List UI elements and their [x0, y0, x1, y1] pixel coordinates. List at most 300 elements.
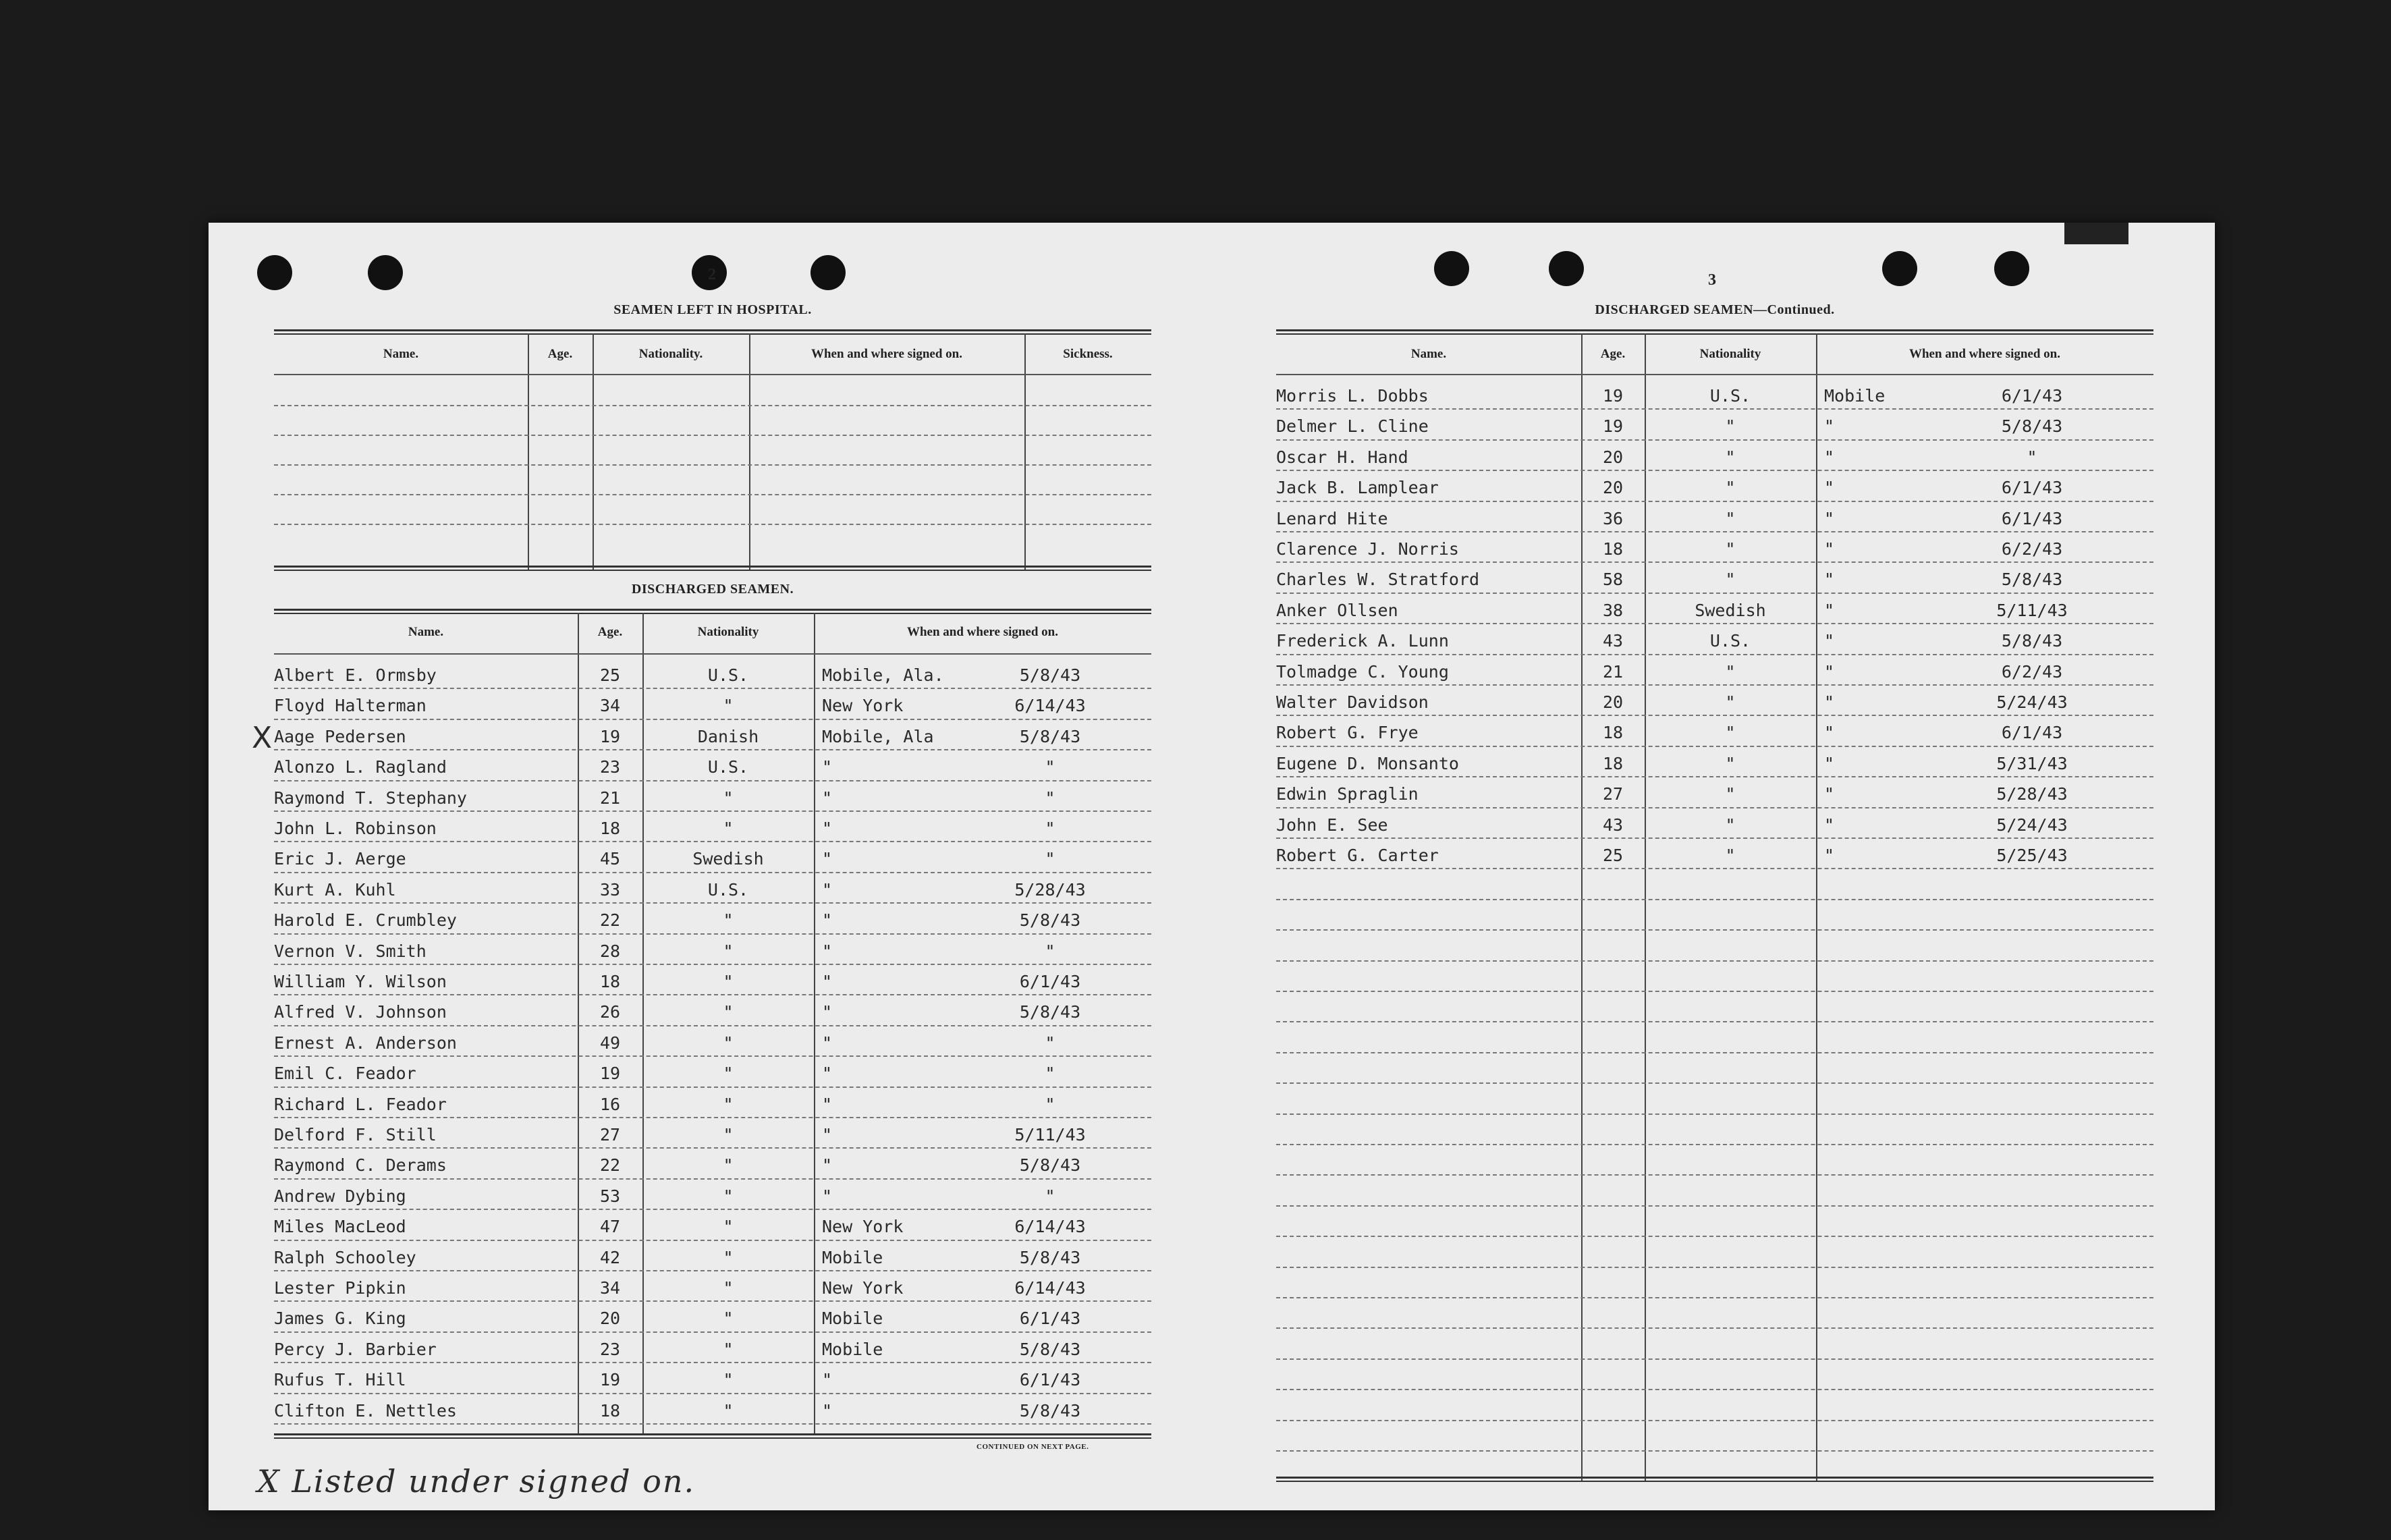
- signed-on-place: ": [822, 757, 833, 777]
- header-rule: [274, 653, 1151, 655]
- column-divider: [1816, 333, 1817, 1481]
- ruled-line: [274, 872, 1151, 873]
- signed-on-place: ": [1824, 631, 1835, 651]
- seaman-nationality: ": [723, 1339, 734, 1359]
- seaman-age: 45: [599, 849, 621, 869]
- seaman-nationality: Swedish: [692, 849, 764, 869]
- signed-on-place: Mobile: [822, 1339, 883, 1359]
- seaman-name: Frederick A. Lunn: [1276, 631, 1449, 651]
- seaman-nationality: ": [1725, 416, 1736, 437]
- signed-on-place: New York: [822, 696, 904, 716]
- seaman-age: 34: [599, 1278, 621, 1298]
- ruled-line: [274, 1300, 1151, 1302]
- ruled-line: [1276, 715, 2153, 716]
- signed-on-date: ": [1045, 788, 1055, 808]
- table-bottom-rule: [274, 1433, 1151, 1439]
- signed-on-place: ": [822, 819, 833, 838]
- seaman-age: 16: [599, 1094, 621, 1114]
- signed-on-date: 5/8/43: [1019, 1247, 1081, 1267]
- signed-on-date: 6/2/43: [2001, 661, 2063, 682]
- seaman-name: Andrew Dybing: [274, 1186, 406, 1206]
- signed-on-date: 5/8/43: [1019, 1002, 1081, 1022]
- seaman-age: 21: [1602, 661, 1624, 682]
- seaman-nationality: ": [723, 1002, 734, 1022]
- ruled-line: [274, 933, 1151, 935]
- seaman-nationality: ": [1725, 478, 1736, 498]
- seaman-name: Raymond T. Stephany: [274, 788, 467, 808]
- seaman-age: 21: [599, 788, 621, 808]
- seaman-name: Lester Pipkin: [274, 1278, 406, 1298]
- header-age: Age.: [597, 625, 623, 639]
- seaman-nationality: U.S.: [1709, 386, 1751, 406]
- column-divider: [1645, 333, 1646, 1481]
- binder-hole: [368, 255, 403, 290]
- binder-hole: [1994, 251, 2029, 286]
- signed-on-date: 6/1/43: [2001, 386, 2063, 406]
- seaman-age: 25: [599, 665, 621, 685]
- seaman-nationality: ": [723, 972, 734, 991]
- ruled-line: [1276, 1358, 2153, 1360]
- ruled-line: [1276, 1327, 2153, 1329]
- seaman-name: Harold E. Crumbley: [274, 910, 457, 931]
- seaman-nationality: ": [1725, 539, 1736, 559]
- ruled-line: [274, 1055, 1151, 1057]
- header-name: Name.: [1410, 347, 1447, 361]
- ruled-line: [1276, 1450, 2153, 1452]
- seaman-nationality: ": [1725, 846, 1736, 865]
- seaman-nationality: ": [1725, 723, 1736, 743]
- seaman-name: Ralph Schooley: [274, 1247, 416, 1267]
- ruled-line: [1276, 960, 2153, 962]
- seaman-nationality: U.S.: [707, 665, 749, 685]
- seaman-age: 20: [599, 1309, 621, 1329]
- column-divider: [1024, 333, 1026, 570]
- seaman-age: 47: [599, 1217, 621, 1237]
- seaman-nationality: ": [723, 1064, 734, 1084]
- ruled-line: [274, 464, 1151, 466]
- seaman-age: 26: [599, 1002, 621, 1022]
- seaman-name: Clifton E. Nettles: [274, 1400, 457, 1421]
- ruled-line: [1276, 776, 2153, 777]
- discharged-section-title: DISCHARGED SEAMEN.: [631, 582, 794, 597]
- seaman-nationality: U.S.: [707, 757, 749, 777]
- ruled-line: [1276, 408, 2153, 410]
- signed-on-place: ": [1824, 447, 1835, 467]
- seaman-nationality: ": [723, 1186, 734, 1206]
- table-top-rule: [274, 609, 1151, 614]
- header-rule: [1276, 374, 2153, 375]
- signed-on-date: 5/25/43: [1996, 846, 2068, 865]
- binder-hole: [1882, 251, 1917, 286]
- ruled-line: [274, 994, 1151, 995]
- seaman-nationality: ": [1725, 508, 1736, 528]
- signed-on-place: New York: [822, 1278, 904, 1298]
- signed-on-place: ": [822, 1094, 833, 1114]
- ruled-line: [274, 902, 1151, 904]
- right-page-number: 3: [1708, 271, 1716, 289]
- seaman-age: 23: [599, 1339, 621, 1359]
- signed-on-date: ": [2027, 447, 2037, 467]
- ruled-line: [1276, 1297, 2153, 1298]
- ruled-line: [1276, 561, 2153, 563]
- seaman-nationality: ": [723, 1125, 734, 1145]
- signed-on-place: ": [822, 788, 833, 808]
- ruled-line: [1276, 1052, 2153, 1053]
- seaman-name: William Y. Wilson: [274, 972, 447, 991]
- seaman-name: Percy J. Barbier: [274, 1339, 437, 1359]
- ruled-line: [1276, 531, 2153, 532]
- seaman-age: 19: [599, 726, 621, 746]
- signed-on-date: 5/31/43: [1996, 753, 2068, 773]
- discharged-table-left: [274, 609, 1151, 1439]
- seaman-name: Kurt A. Kuhl: [274, 879, 396, 900]
- seaman-age: 19: [599, 1064, 621, 1084]
- signed-on-place: ": [822, 1002, 833, 1022]
- ruled-line: [1276, 899, 2153, 900]
- signed-on-date: 5/8/43: [1019, 665, 1081, 685]
- signed-on-date: 6/1/43: [1019, 1370, 1081, 1390]
- seaman-nationality: ": [723, 910, 734, 931]
- seaman-age: 27: [1602, 784, 1624, 804]
- seaman-age: 20: [1602, 447, 1624, 467]
- signed-on-date: 6/1/43: [1019, 1309, 1081, 1329]
- seaman-name: Clarence J. Norris: [1276, 539, 1459, 559]
- seaman-name: Albert E. Ormsby: [274, 665, 437, 685]
- ruled-line: [1276, 470, 2153, 471]
- seaman-name: Aage Pedersen: [274, 726, 406, 746]
- signed-on-place: ": [1824, 784, 1835, 804]
- table-top-rule: [1276, 329, 2153, 335]
- seaman-nationality: ": [723, 1278, 734, 1298]
- seaman-name: Tolmadge C. Young: [1276, 661, 1449, 682]
- seaman-age: 43: [1602, 815, 1624, 835]
- signed-on-date: ": [1045, 1094, 1055, 1114]
- ruled-line: [274, 1362, 1151, 1363]
- seaman-age: 20: [1602, 478, 1624, 498]
- binder-hole: [1549, 251, 1584, 286]
- seaman-nationality: ": [723, 1400, 734, 1421]
- seaman-nationality: ": [1725, 815, 1736, 835]
- seaman-name: Raymond C. Derams: [274, 1155, 447, 1176]
- seaman-name: Delford F. Still: [274, 1125, 437, 1145]
- ruled-line: [1276, 593, 2153, 594]
- signed-on-date: 5/8/43: [2001, 631, 2063, 651]
- signed-on-place: ": [1824, 692, 1835, 712]
- scan-smudge: [2064, 223, 2128, 244]
- signed-on-date: 5/28/43: [1014, 879, 1086, 900]
- seaman-age: 19: [1602, 416, 1624, 437]
- discharged-table-right: [1276, 329, 2153, 1485]
- ruled-line: [1276, 439, 2153, 441]
- signed-on-date: 6/14/43: [1014, 1217, 1086, 1237]
- ruled-line: [1276, 991, 2153, 992]
- signed-on-place: New York: [822, 1217, 904, 1237]
- ruled-line: [274, 524, 1151, 525]
- ruled-line: [1276, 1236, 2153, 1237]
- header-nationality: Nationality.: [638, 347, 703, 361]
- seaman-age: 18: [599, 972, 621, 991]
- seaman-age: 58: [1602, 570, 1624, 590]
- ruled-line: [274, 749, 1151, 750]
- seaman-name: Anker Ollsen: [1276, 600, 1398, 620]
- seaman-name: Vernon V. Smith: [274, 941, 427, 961]
- seaman-age: 43: [1602, 631, 1624, 651]
- seaman-nationality: ": [723, 941, 734, 961]
- header-nationality: Nationality: [1699, 347, 1761, 361]
- signed-on-place: Mobile, Ala: [822, 726, 934, 746]
- signed-on-place: ": [1824, 815, 1835, 835]
- seaman-name: Richard L. Feador: [274, 1094, 447, 1114]
- ruled-line: [274, 1393, 1151, 1394]
- header-name: Name.: [408, 625, 444, 639]
- ruled-line: [274, 435, 1151, 436]
- ruled-line: [274, 1270, 1151, 1271]
- header-signed-on: When and where signed on.: [1908, 347, 2060, 361]
- signed-on-place: ": [1824, 416, 1835, 437]
- seaman-nationality: ": [1725, 661, 1736, 682]
- seaman-name: Edwin Spraglin: [1276, 784, 1419, 804]
- signed-on-place: ": [822, 1155, 833, 1176]
- column-divider: [1581, 333, 1583, 1481]
- binder-hole: [1434, 251, 1469, 286]
- signed-on-date: 5/11/43: [1014, 1125, 1086, 1145]
- seaman-name: Robert G. Frye: [1276, 723, 1419, 743]
- signed-on-date: ": [1045, 819, 1055, 838]
- header-sickness: Sickness.: [1063, 347, 1113, 361]
- signed-on-place: Mobile: [1824, 386, 1886, 406]
- ruled-line: [1276, 1174, 2153, 1176]
- ruled-line: [1276, 1205, 2153, 1207]
- header-age: Age.: [1600, 347, 1626, 361]
- seaman-nationality: ": [723, 1155, 734, 1176]
- ruled-line: [1276, 501, 2153, 502]
- signed-on-date: 5/28/43: [1996, 784, 2068, 804]
- ruled-line: [1276, 807, 2153, 808]
- signed-on-date: ": [1045, 757, 1055, 777]
- header-name: Name.: [383, 347, 419, 361]
- seaman-nationality: ": [723, 1094, 734, 1114]
- ruled-line: [274, 810, 1151, 812]
- seaman-nationality: ": [723, 1033, 734, 1053]
- table-top-rule: [274, 329, 1151, 335]
- seaman-age: 27: [599, 1125, 621, 1145]
- seaman-nationality: ": [1725, 447, 1736, 467]
- seaman-nationality: ": [1725, 570, 1736, 590]
- seaman-age: 18: [599, 1400, 621, 1421]
- ruled-line: [274, 1209, 1151, 1210]
- signed-on-place: ": [822, 1400, 833, 1421]
- seaman-nationality: Swedish: [1695, 600, 1766, 620]
- seaman-name: Eric J. Aerge: [274, 849, 406, 869]
- ruled-line: [274, 1025, 1151, 1026]
- signed-on-date: ": [1045, 849, 1055, 869]
- seaman-name: Emil C. Feador: [274, 1064, 416, 1084]
- seaman-name: Oscar H. Hand: [1276, 447, 1408, 467]
- binder-hole: [810, 255, 846, 290]
- signed-on-date: 5/11/43: [1996, 600, 2068, 620]
- hospital-section-title: SEAMEN LEFT IN HOSPITAL.: [613, 302, 812, 317]
- signed-on-place: Mobile: [822, 1247, 883, 1267]
- signed-on-date: 6/14/43: [1014, 1278, 1086, 1298]
- signed-on-place: ": [1824, 600, 1835, 620]
- signed-on-place: ": [1824, 723, 1835, 743]
- signed-on-place: ": [822, 972, 833, 991]
- binder-hole: [257, 255, 292, 290]
- signed-on-place: ": [822, 941, 833, 961]
- ruled-line: [274, 494, 1151, 495]
- left-page-number: 2: [708, 266, 716, 283]
- seaman-name: Charles W. Stratford: [1276, 570, 1480, 590]
- signed-on-date: 6/14/43: [1014, 696, 1086, 716]
- ruled-line: [274, 1117, 1151, 1118]
- ruled-line: [1276, 1113, 2153, 1115]
- seaman-name: Floyd Halterman: [274, 696, 427, 716]
- seaman-age: 33: [599, 879, 621, 900]
- seaman-name: Robert G. Carter: [1276, 846, 1439, 865]
- column-divider: [593, 333, 594, 570]
- ruled-line: [1276, 1144, 2153, 1145]
- seaman-age: 34: [599, 696, 621, 716]
- seaman-age: 18: [1602, 753, 1624, 773]
- signed-on-date: 5/24/43: [1996, 815, 2068, 835]
- signed-on-date: 5/8/43: [1019, 910, 1081, 931]
- seaman-age: 20: [1602, 692, 1624, 712]
- signed-on-date: ": [1045, 1064, 1055, 1084]
- signed-on-date: 5/8/43: [1019, 1155, 1081, 1176]
- seaman-age: 53: [599, 1186, 621, 1206]
- signed-on-date: ": [1045, 1033, 1055, 1053]
- ruled-line: [1276, 1082, 2153, 1084]
- seaman-age: 42: [599, 1247, 621, 1267]
- signed-on-place: ": [822, 849, 833, 869]
- signed-on-place: ": [822, 1033, 833, 1053]
- ruled-line: [274, 1423, 1151, 1425]
- signed-on-date: 6/1/43: [2001, 723, 2063, 743]
- ruled-line: [274, 1087, 1151, 1088]
- seaman-age: 19: [599, 1370, 621, 1390]
- seaman-nationality: ": [723, 819, 734, 838]
- ruled-line: [274, 688, 1151, 689]
- signed-on-date: ": [1045, 1186, 1055, 1206]
- signed-on-place: ": [1824, 508, 1835, 528]
- signed-on-place: ": [1824, 846, 1835, 865]
- signed-on-place: ": [1824, 539, 1835, 559]
- seaman-nationality: U.S.: [707, 879, 749, 900]
- seaman-nationality: ": [1725, 692, 1736, 712]
- column-divider: [528, 333, 529, 570]
- seaman-name: Rufus T. Hill: [274, 1370, 406, 1390]
- signed-on-date: 5/8/43: [2001, 570, 2063, 590]
- ruled-line: [1276, 654, 2153, 655]
- ruled-line: [1276, 868, 2153, 869]
- column-divider: [814, 613, 815, 1435]
- signed-on-place: ": [1824, 753, 1835, 773]
- seaman-nationality: ": [723, 1370, 734, 1390]
- ruled-line: [274, 780, 1151, 781]
- seaman-age: 22: [599, 910, 621, 931]
- seaman-nationality: ": [723, 1217, 734, 1237]
- signed-on-date: 6/1/43: [1019, 972, 1081, 991]
- ruled-line: [1276, 1021, 2153, 1022]
- seaman-age: 18: [1602, 539, 1624, 559]
- signed-on-place: ": [822, 1186, 833, 1206]
- signed-on-date: 5/8/43: [2001, 416, 2063, 437]
- signed-on-date: 5/24/43: [1996, 692, 2068, 712]
- header-age: Age.: [547, 347, 573, 361]
- seaman-name: Lenard Hite: [1276, 508, 1388, 528]
- signed-on-place: Mobile, Ala.: [822, 665, 944, 685]
- table-bottom-rule: [274, 566, 1151, 571]
- seaman-age: 49: [599, 1033, 621, 1053]
- seaman-nationality: ": [723, 696, 734, 716]
- seaman-name: Jack B. Lamplear: [1276, 478, 1439, 498]
- signed-on-date: 5/8/43: [1019, 1400, 1081, 1421]
- signed-on-date: 6/1/43: [2001, 478, 2063, 498]
- ruled-line: [1276, 1267, 2153, 1268]
- ruled-line: [274, 1331, 1151, 1333]
- continued-note: CONTINUED ON NEXT PAGE.: [977, 1443, 1089, 1451]
- seaman-nationality: ": [1725, 753, 1736, 773]
- signed-on-place: ": [822, 1064, 833, 1084]
- seaman-name: John L. Robinson: [274, 819, 437, 838]
- seaman-age: 38: [1602, 600, 1624, 620]
- hospital-table: [274, 329, 1151, 576]
- ruled-line: [274, 841, 1151, 842]
- signed-on-place: ": [822, 1125, 833, 1145]
- seaman-age: 28: [599, 941, 621, 961]
- signed-on-place: ": [822, 879, 833, 900]
- seaman-age: 36: [1602, 508, 1624, 528]
- ruled-line: [274, 1240, 1151, 1241]
- ruled-line: [1276, 684, 2153, 686]
- seaman-nationality: ": [1725, 784, 1736, 804]
- signed-on-date: ": [1045, 941, 1055, 961]
- seaman-age: 19: [1602, 386, 1624, 406]
- signed-on-place: ": [1824, 570, 1835, 590]
- discharged-continued-title: DISCHARGED SEAMEN—Continued.: [1595, 302, 1835, 317]
- seaman-age: 18: [599, 819, 621, 838]
- handwritten-note: X Listed under signed on.: [257, 1463, 696, 1500]
- seaman-name: John E. See: [1276, 815, 1388, 835]
- ruled-line: [274, 1147, 1151, 1149]
- seaman-age: 25: [1602, 846, 1624, 865]
- ruled-line: [274, 964, 1151, 965]
- header-rule: [274, 374, 1151, 375]
- table-bottom-rule: [1276, 1477, 2153, 1482]
- seaman-name: James G. King: [274, 1309, 406, 1329]
- signed-on-place: Mobile: [822, 1309, 883, 1329]
- ruled-line: [274, 405, 1151, 406]
- ruled-line: [274, 1178, 1151, 1180]
- header-signed-on: When and where signed on.: [810, 347, 962, 361]
- column-divider: [749, 333, 750, 570]
- signed-on-date: 6/2/43: [2001, 539, 2063, 559]
- ruled-line: [1276, 1420, 2153, 1421]
- ruled-line: [1276, 929, 2153, 931]
- seaman-name: Ernest A. Anderson: [274, 1033, 457, 1053]
- ruled-line: [274, 719, 1151, 720]
- seaman-name: Delmer L. Cline: [1276, 416, 1429, 437]
- seaman-nationality: ": [723, 788, 734, 808]
- seaman-name: Miles MacLeod: [274, 1217, 406, 1237]
- signed-on-place: ": [822, 1370, 833, 1390]
- seaman-age: 18: [1602, 723, 1624, 743]
- signed-on-place: ": [1824, 661, 1835, 682]
- seaman-nationality: ": [723, 1309, 734, 1329]
- seaman-name: Alonzo L. Ragland: [274, 757, 447, 777]
- logbook-page-spread: [209, 223, 2215, 1510]
- signed-on-place: ": [1824, 478, 1835, 498]
